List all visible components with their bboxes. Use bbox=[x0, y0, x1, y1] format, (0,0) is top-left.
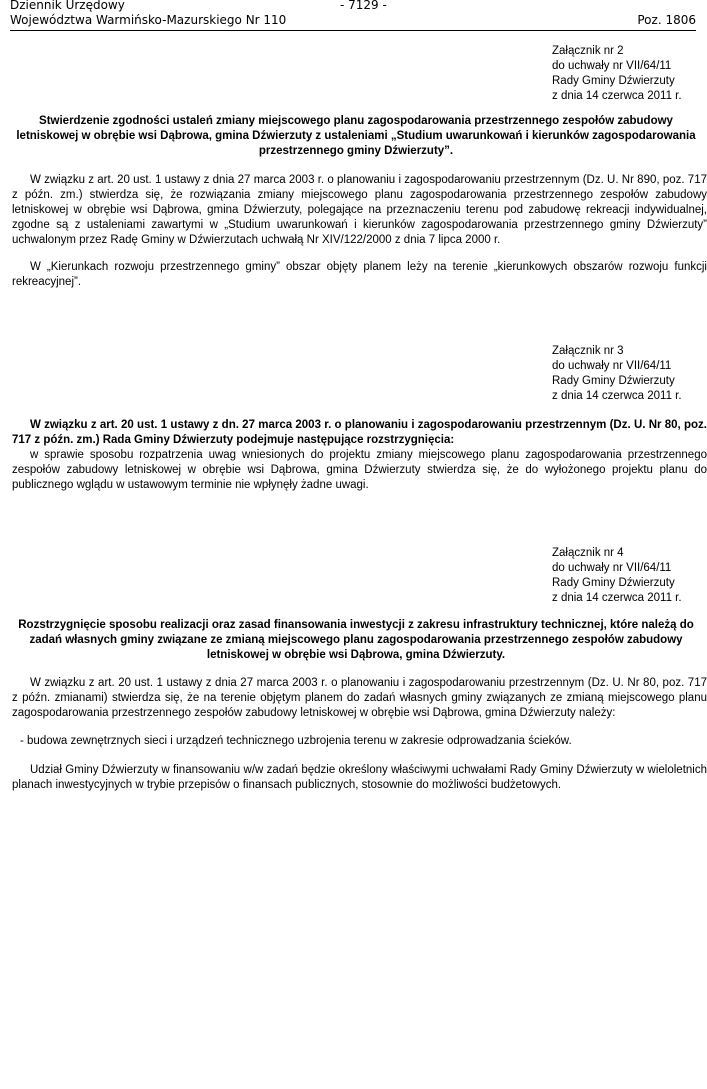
position-number: Poz. 1806 bbox=[637, 13, 696, 27]
annex-4-line: Rady Gminy Dźwierzuty bbox=[552, 577, 675, 589]
page-header bbox=[10, 0, 696, 31]
page-number: - 7129 - bbox=[340, 0, 387, 12]
annex-2-heading bbox=[552, 44, 682, 104]
annex-4-paragraph-2: Udział Gminy Dźwierzuty w finansowaniu w/w zadań będzie określony właściwymi uchwałami Rady Gminy Dźwierzuty w wieloletnich planach inwestycyjnych w trybie przepisów o finansach publicznych, stosownie do możliwości budżetowych. bbox=[12, 764, 707, 791]
annex-3-paragraph: w sprawie sposobu rozpatrzenia uwag wniesionych do projektu zmiany miejscowego planu zagospodarowania przestrzennego zespołów zabudowy letniskowej w obrębie wsi Dąbrowa, gmina Dźwierzuty stwierdza się, że do wyłożonego projektu planu do publicznego wglądu w ustawowym terminie nie wpłynęły żadne uwagi. bbox=[12, 449, 707, 491]
annex-3-line: z dnia 14 czerwca 2011 r. bbox=[552, 390, 682, 402]
annex-4-bullet-item: - budowa zewnętrznych sieci i urządzeń technicznego uzbrojenia terenu w zakresie odprowadzania ścieków. bbox=[20, 735, 572, 747]
annex-4-line: z dnia 14 czerwca 2011 r. bbox=[552, 592, 682, 604]
annex-2-line: do uchwały nr VII/64/11 bbox=[552, 60, 672, 72]
annex-3-line: Rady Gminy Dźwierzuty bbox=[552, 375, 675, 387]
journal-title: Dziennik Urzędowy bbox=[10, 0, 125, 12]
annex-2-line: Załącznik nr 2 bbox=[552, 45, 624, 57]
annex-4-title: Rozstrzygnięcie sposobu realizacji oraz zasad finansowania inwestycji z zakresu infrastruktury technicznej, które należą do zadań własnych gminy związane ze zmianą miejscowego planu zagospodarowania przestrzennego zespołów zabudowy letniskowej w obrębie wsi Dąbrowa, gmina Dźwierzuty. bbox=[18, 619, 694, 661]
annex-3-intro: W związku z art. 20 ust. 1 ustawy z dn. 27 marca 2003 r. o planowaniu i zagospodarowaniu przestrzennym (Dz. U. Nr 80, poz. 717 z późn. zm.) Rada Gminy Dźwierzuty podejmuje następujące rozstrzygnięcia: bbox=[12, 419, 707, 446]
annex-2-title: Stwierdzenie zgodności ustaleń zmiany miejscowego planu zagospodarowania przestrzennego zespołów zabudowy letniskowej w obrębie wsi Dąbrowa, gmina Dźwierzuty z ustaleniami „Studium uwarunkowań i kierunków zagospodarowania przestrzennego gminy Dźwierzuty”. bbox=[16, 115, 696, 157]
annex-2-paragraph-1: W związku z art. 20 ust. 1 ustawy z dnia 27 marca 2003 r. o planowaniu i zagospodarowaniu przestrzennym (Dz. U. Nr 890, poz. 717 z późn. zm.) stwierdza się, że rozwiązania zmiany miejscowego planu zagospodarowania przestrzennego zespołów zabudowy letniskowej w obrębie wsi Dąbrowa, gmina Dźwierzuty, polegające na przeznaczeniu terenu pod zabudowę rekreacji indywidualnej, zgodne są z ustaleniami zawartymi w „Studium uwarunkowań i kierunków zagospodarowania przestrzennego gminy Dźwierzuty” uchwalonym przez Radę Gminy w Dźwierzutach uchwałą Nr XIV/122/2000 z dnia 7 lipca 2000 r. bbox=[12, 174, 707, 246]
annex-4-paragraph-1: W związku z art. 20 ust. 1 ustawy z dnia 27 marca 2003 r. o planowaniu i zagospodarowaniu przestrzennym (Dz. U. Nr 80, poz. 717 z późn. zmianami) stwierdza się, że na terenie objętym planem do zadań własnych gminy związanych ze zmianą miejscowego planu zagospodarowania przestrzennego zespołów zabudowy letniskowej w obrębie wsi Dąbrowa, gmina Dźwierzuty należy: bbox=[12, 677, 707, 719]
annex-2-paragraph-2: W „Kierunkach rozwoju przestrzennego gminy” obszar objęty planem leży na terenie „kierunkowych obszarów rozwoju funkcji rekreacyjnej”. bbox=[12, 261, 707, 288]
annex-2-line: z dnia 14 czerwca 2011 r. bbox=[552, 90, 682, 102]
annex-2-line: Rady Gminy Dźwierzuty bbox=[552, 75, 675, 87]
annex-4-line: do uchwały nr VII/64/11 bbox=[552, 562, 672, 574]
annex-4-line: Załącznik nr 4 bbox=[552, 547, 624, 559]
annex-4-heading bbox=[552, 546, 682, 606]
journal-region: Województwa Warmińsko-Mazurskiego Nr 110 bbox=[10, 13, 287, 27]
annex-3-line: do uchwały nr VII/64/11 bbox=[552, 360, 672, 372]
annex-3-heading bbox=[552, 344, 682, 404]
annex-3-line: Załącznik nr 3 bbox=[552, 345, 624, 357]
